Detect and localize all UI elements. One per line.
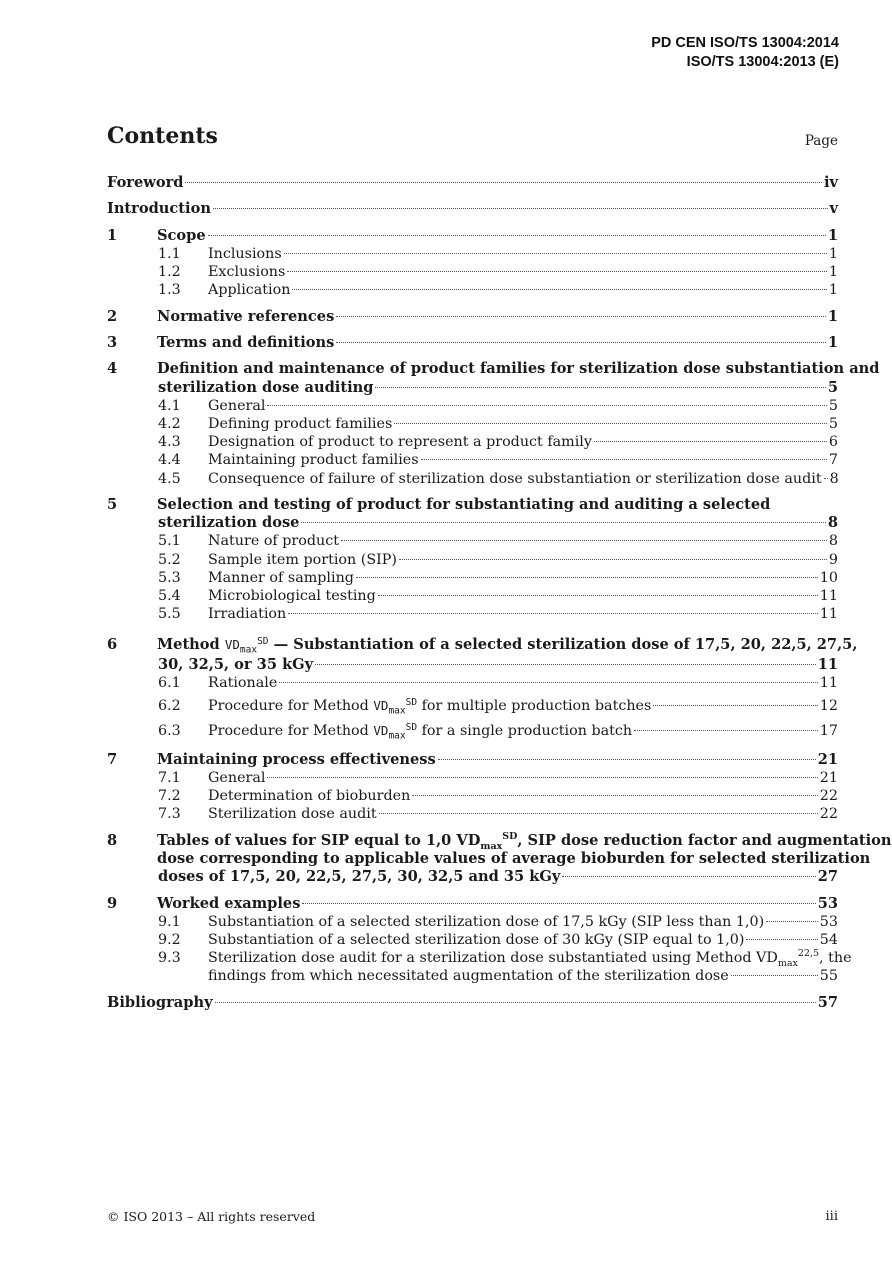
toc-label: Method (157, 636, 220, 654)
leader-dots (746, 939, 817, 940)
leader-dots (267, 777, 817, 778)
leader-dots (336, 316, 826, 317)
vd-subscript: max (388, 705, 406, 717)
table-of-contents (107, 174, 892, 1012)
toc-entry-4-1[interactable] (107, 397, 838, 415)
toc-entry-7[interactable] (107, 751, 838, 769)
toc-number: 5.3 (158, 569, 181, 586)
toc-page: 22 (819, 788, 838, 805)
vdmax-symbol (373, 721, 418, 742)
toc-label-line (107, 830, 892, 852)
toc-label-line (107, 967, 838, 985)
toc-number: 9.1 (158, 913, 181, 930)
toc-entry-5-4[interactable] (107, 587, 838, 605)
toc-entry-6-2[interactable] (107, 693, 838, 718)
toc-page: 5 (828, 416, 838, 432)
toc-entry-4[interactable] (107, 360, 880, 396)
toc-page: 9 (828, 551, 838, 568)
toc-label-group (208, 718, 632, 744)
toc-entry-4-3[interactable] (107, 433, 838, 451)
toc-page: 6 (828, 434, 838, 451)
leader-dots (766, 921, 818, 922)
toc-number: 1.1 (158, 245, 181, 262)
toc-entry-2[interactable] (107, 308, 838, 326)
vd-superscript: SD (502, 830, 518, 842)
leader-dots (378, 595, 818, 596)
toc-page: 11 (819, 606, 838, 623)
vd-subscript: max (239, 644, 258, 656)
leader-dots (356, 577, 818, 578)
toc-page: 57 (817, 993, 838, 1011)
toc-page: 1 (827, 226, 838, 244)
toc-page: 12 (819, 697, 838, 714)
toc-page: 1 (827, 334, 838, 352)
leader-dots (302, 903, 815, 904)
toc-page: 5 (827, 378, 838, 396)
toc-number: 7 (107, 750, 118, 768)
toc-label: Scope (157, 226, 206, 244)
toc-label: Substantiation of a selected sterilization dose of 30 kGy (SIP equal to 1,0) (208, 931, 745, 948)
toc-entry-9-1[interactable] (107, 913, 838, 931)
toc-label-line (107, 496, 838, 514)
toc-entry-5-2[interactable] (107, 551, 838, 569)
leader-dots (399, 559, 827, 560)
document-header (651, 34, 839, 72)
toc-number: 5.4 (158, 587, 181, 604)
toc-page: 1 (827, 307, 838, 325)
toc-page: 53 (819, 913, 838, 930)
toc-label: Maintaining product families (208, 452, 419, 469)
toc-label: Microbiological testing (208, 587, 376, 604)
toc-label: Manner of sampling (208, 569, 354, 586)
toc-number: 1.3 (158, 282, 181, 299)
toc-label: doses of 17,5, 20, 22,5, 27,5, 30, 32,5 and 35 kGy (158, 868, 561, 886)
toc-label: Inclusions (208, 245, 282, 262)
toc-number: 6.1 (158, 675, 181, 692)
footer-copyright: © ISO 2013 – All rights reserved (107, 1209, 316, 1224)
toc-label: Procedure for Method (208, 697, 369, 714)
toc-entry-9[interactable] (107, 895, 838, 913)
vd-text: VD (224, 637, 240, 653)
toc-page: 53 (817, 894, 838, 912)
toc-number: 4.4 (158, 452, 181, 469)
leader-dots (412, 795, 818, 796)
toc-entry-5[interactable] (107, 496, 838, 532)
vd-text: VD (373, 697, 389, 713)
toc-entry-8[interactable] (107, 830, 892, 887)
toc-number: 8 (107, 831, 118, 849)
toc-number: 9 (107, 894, 118, 912)
toc-label-line (107, 948, 852, 969)
leader-dots (213, 208, 828, 209)
toc-label: Rationale (208, 675, 278, 692)
leader-dots (292, 289, 826, 290)
toc-entry-5-5[interactable] (107, 605, 838, 623)
toc-label: , SIP dose reduction factor and augmentation (517, 831, 892, 849)
toc-label-group (208, 693, 651, 719)
leader-dots (315, 664, 816, 665)
leader-dots (287, 271, 827, 272)
toc-label-line (107, 379, 838, 397)
toc-number: 4.5 (158, 470, 181, 487)
leader-dots (267, 405, 826, 406)
vd-superscript: 22,5 (797, 948, 820, 960)
leader-dots (824, 478, 828, 479)
toc-page: 1 (828, 245, 838, 262)
leader-dots (394, 423, 827, 424)
toc-label-line (107, 849, 871, 868)
toc-label: Substantiation of a selected sterilization dose of 17,5 kGy (SIP less than 1,0) (208, 913, 765, 930)
toc-number: 7.3 (158, 806, 181, 823)
toc-number: 4.2 (158, 416, 181, 432)
header-standard-pd: PD CEN ISO/TS 13004:2014 (651, 35, 839, 51)
toc-label: Foreword (107, 174, 184, 191)
toc-entry-1-1[interactable] (107, 245, 838, 263)
vd-text: VD (373, 722, 389, 738)
toc-label: Bibliography (107, 993, 213, 1011)
toc-entry-5-1[interactable] (107, 532, 838, 550)
toc-label: Sterilization dose audit for a sterilization dose substantiated using Method VD (208, 950, 778, 967)
toc-number: 4.1 (158, 397, 181, 414)
vd-subscript: max (388, 730, 406, 742)
toc-label: Exclusions (208, 264, 286, 281)
toc-entry-1-3[interactable] (107, 281, 838, 299)
toc-entry-4-2[interactable] (107, 415, 838, 433)
toc-entry-4-5[interactable] (107, 470, 838, 488)
vd-subscript: max (480, 840, 503, 852)
toc-page: 8 (827, 514, 838, 532)
toc-entry-6-3[interactable] (107, 718, 838, 743)
toc-page: 8 (828, 533, 838, 550)
toc-label: for multiple production batches (421, 697, 652, 714)
header-standard-iso: ISO/TS 13004:2013 (E) (686, 54, 839, 70)
toc-number: 6.3 (158, 722, 181, 739)
toc-number: 3 (107, 334, 118, 352)
leader-dots (653, 705, 817, 706)
leader-dots (341, 540, 827, 541)
toc-page: 7 (828, 452, 838, 469)
toc-entry-foreword[interactable] (107, 174, 838, 192)
toc-label-line (107, 656, 838, 674)
toc-label: sterilization dose auditing (158, 378, 374, 396)
toc-page: 10 (819, 569, 838, 586)
leader-dots (375, 387, 825, 388)
toc-page: 54 (819, 931, 838, 948)
toc-label: Determination of bioburden (208, 788, 411, 805)
leader-dots (562, 876, 815, 877)
leader-dots (185, 182, 822, 183)
toc-label: , the (819, 950, 852, 967)
toc-label-line (107, 514, 838, 532)
leader-dots (379, 813, 818, 814)
toc-label: Definition and maintenance of product families for sterilization dose substantiation and (157, 360, 880, 378)
leader-dots (279, 682, 817, 683)
toc-label: Normative references (157, 307, 335, 325)
footer-page-number: iii (825, 1209, 838, 1224)
toc-label: Tables of values for SIP equal to 1,0 VD (157, 831, 481, 849)
toc-entry-6[interactable] (107, 634, 858, 674)
vdmax-symbol (224, 636, 269, 656)
toc-page: 11 (819, 675, 838, 692)
vd-superscript: SD (405, 696, 418, 708)
leader-dots (301, 522, 825, 523)
page-column-label: Page (804, 133, 838, 149)
toc-label: Irradiation (208, 606, 287, 623)
toc-page: 22 (819, 806, 838, 823)
toc-label: General (208, 397, 266, 414)
leader-dots (336, 342, 825, 343)
toc-label: for a single production batch (421, 722, 633, 739)
toc-entry-introduction[interactable] (107, 200, 838, 218)
leader-dots (284, 253, 827, 254)
toc-label: General (208, 770, 266, 786)
toc-number: 7.2 (158, 788, 181, 805)
toc-number: 1.2 (158, 264, 181, 281)
page-title: Contents (107, 123, 218, 149)
toc-label: Consequence of failure of sterilization dose substantiation or sterilization dose audit (208, 470, 822, 487)
toc-page: iv (823, 174, 838, 191)
toc-number: 1 (107, 226, 118, 244)
toc-page: 55 (819, 968, 838, 985)
toc-number: 7.1 (158, 770, 181, 786)
toc-label: Maintaining process effectiveness (157, 750, 436, 768)
toc-label: Sterilization dose audit (208, 806, 377, 823)
toc-page: v (829, 200, 838, 218)
vdmax-symbol (373, 696, 418, 717)
toc-label-line (107, 868, 838, 886)
toc-number: 5.1 (158, 533, 181, 550)
toc-label: Defining product families (208, 416, 393, 432)
toc-label: Designation of product to represent a product family (208, 434, 592, 451)
toc-entry-5-3[interactable] (107, 569, 838, 587)
toc-number: 6 (107, 636, 118, 654)
toc-label: 30, 32,5, or 35 kGy (158, 656, 314, 674)
toc-entry-9-2[interactable] (107, 931, 838, 949)
leader-dots (731, 975, 818, 976)
toc-label: Application (208, 282, 291, 299)
vd-superscript: SD (257, 636, 269, 648)
toc-number: 2 (107, 307, 118, 325)
toc-label-line (107, 360, 880, 378)
toc-number: 5.5 (158, 606, 181, 623)
toc-number: 5.2 (158, 551, 181, 568)
toc-page: 27 (817, 868, 838, 886)
vd-superscript: SD (405, 721, 418, 733)
toc-number: 4.3 (158, 434, 181, 451)
toc-page: 21 (817, 750, 838, 768)
leader-dots (594, 441, 827, 442)
toc-entry-9-3[interactable] (107, 948, 852, 985)
toc-label: Sample item portion (SIP) (208, 551, 397, 568)
toc-entry-7-1[interactable] (107, 769, 838, 787)
toc-number: 4 (107, 360, 118, 378)
toc-entry-1[interactable] (107, 227, 838, 245)
toc-page: 11 (819, 587, 838, 604)
toc-label: Introduction (107, 200, 211, 218)
toc-page: 1 (828, 282, 838, 299)
toc-page: 1 (828, 264, 838, 281)
leader-dots (208, 235, 826, 236)
toc-label: findings from which necessitated augmentation of the sterilization dose (208, 968, 729, 985)
toc-number: 9.2 (158, 931, 181, 948)
toc-page: 21 (819, 770, 838, 786)
toc-page: 5 (828, 397, 838, 414)
toc-label-line (107, 634, 858, 656)
toc-label: Nature of product (208, 533, 339, 550)
leader-dots (215, 1002, 816, 1003)
toc-label: sterilization dose (158, 514, 300, 532)
toc-entry-6-1[interactable] (107, 674, 838, 692)
toc-entry-7-3[interactable] (107, 805, 838, 823)
toc-label: Worked examples (157, 894, 301, 912)
toc-label: Selection and testing of product for substantiating and auditing a selected (157, 495, 771, 513)
leader-dots (288, 613, 818, 614)
toc-page: 17 (819, 722, 838, 739)
toc-page: 8 (829, 470, 839, 487)
toc-number: 6.2 (158, 697, 181, 714)
toc-number: 9.3 (158, 950, 181, 967)
toc-entry-4-4[interactable] (107, 451, 838, 469)
toc-label: — Substantiation of a selected sterilization dose of 17,5, 20, 22,5, 27,5, (273, 636, 858, 654)
toc-number: 5 (107, 495, 118, 513)
toc-entry-3[interactable] (107, 334, 838, 352)
leader-dots (634, 730, 818, 731)
toc-entry-bibliography[interactable] (107, 994, 838, 1012)
leader-dots (438, 759, 816, 760)
vd-subscript: max (777, 957, 798, 969)
toc-entry-1-2[interactable] (107, 263, 838, 281)
toc-entry-7-2[interactable] (107, 787, 838, 805)
toc-label: Terms and definitions (157, 334, 335, 352)
toc-label: dose corresponding to applicable values of average bioburden for selected sterilization (157, 849, 871, 867)
leader-dots (421, 459, 827, 460)
toc-label: Procedure for Method (208, 722, 369, 739)
toc-page: 11 (817, 656, 838, 674)
